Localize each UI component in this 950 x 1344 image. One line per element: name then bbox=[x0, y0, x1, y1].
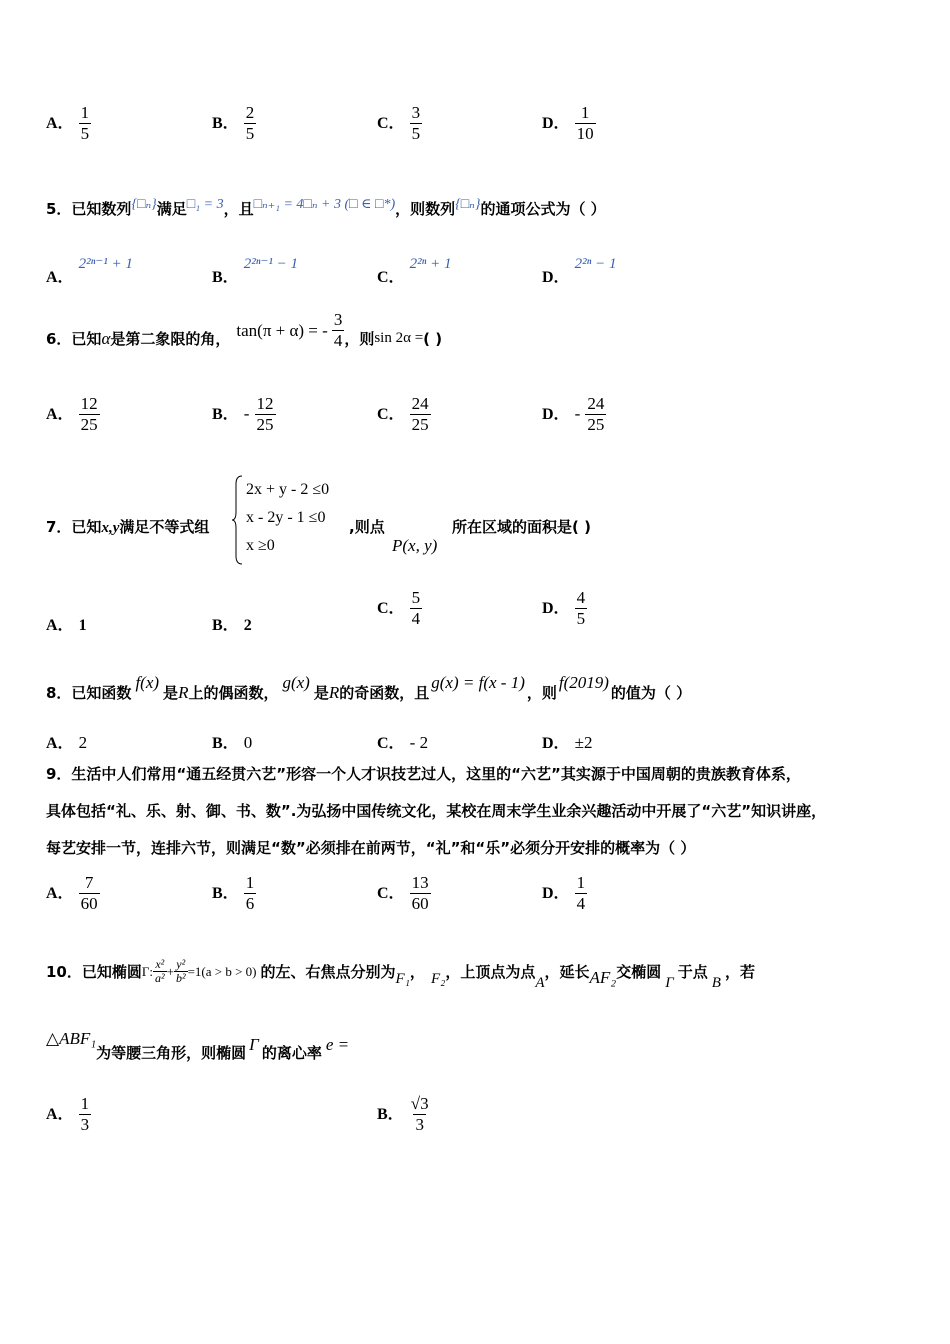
q7-stem-start: 7．已知x,y满足不等式组 bbox=[46, 518, 210, 536]
q7-stem-mid: ,则点 bbox=[349, 518, 385, 536]
option-label: B． bbox=[212, 406, 239, 423]
q7-option-b[interactable] bbox=[212, 612, 252, 635]
option-label: C． bbox=[377, 269, 405, 286]
recurrence: □ₙ₊₁ = 4□ₙ + 3 (□ ∈ □*) bbox=[253, 197, 396, 212]
q5-option-a[interactable] bbox=[46, 250, 133, 286]
option-value: ±2 bbox=[574, 733, 593, 752]
q4-option-d[interactable] bbox=[542, 103, 596, 144]
option-label: A． bbox=[46, 617, 74, 634]
option-label: C． bbox=[377, 735, 405, 752]
q7-option-d[interactable] bbox=[542, 588, 587, 629]
option-label: C． bbox=[377, 406, 405, 423]
fraction: $\frac{1}{10}$ bbox=[576, 103, 594, 143]
fraction: $\frac{12}{25}$ bbox=[80, 394, 98, 434]
option-label: B． bbox=[212, 115, 239, 132]
fraction: $\frac{7}{60}$ bbox=[80, 873, 98, 913]
option-label: C． bbox=[377, 600, 405, 617]
q6-option-b[interactable]: B． - $\frac{12}{25}$ bbox=[212, 394, 274, 434]
set-r: R bbox=[178, 683, 189, 702]
option-label: B． bbox=[212, 735, 239, 752]
relation: g(x) = f(x - 1) bbox=[431, 673, 525, 692]
q5-option-d[interactable] bbox=[542, 250, 617, 286]
fraction: $\frac{24}{25}$ bbox=[587, 394, 605, 434]
option-label: D． bbox=[542, 600, 570, 617]
option-expression: 2²ⁿ⁻¹ − 1 bbox=[243, 256, 299, 272]
option-label: B． bbox=[212, 269, 239, 286]
q6-option-d[interactable]: D． - $\frac{24}{25}$ bbox=[542, 394, 605, 434]
option-label: A． bbox=[46, 269, 74, 286]
option-label: A． bbox=[46, 1106, 74, 1123]
gamma-symbol: Γ bbox=[249, 1034, 259, 1054]
fraction: $\frac{5}{4}$ bbox=[411, 588, 421, 628]
q4-option-a[interactable] bbox=[46, 103, 91, 144]
xy-variables: x,y bbox=[101, 520, 120, 536]
option-value: 1 bbox=[78, 617, 87, 634]
option-value: 2 bbox=[78, 733, 88, 752]
brace-icon bbox=[232, 474, 244, 566]
inequality-3: x ≥0 bbox=[246, 537, 275, 554]
q4-option-c[interactable] bbox=[377, 103, 422, 144]
q9-option-d[interactable] bbox=[542, 873, 587, 914]
option-label: D． bbox=[542, 885, 570, 902]
point-p: P(x, y) bbox=[392, 536, 438, 555]
q8-option-d[interactable] bbox=[542, 730, 593, 753]
option-label: A． bbox=[46, 115, 74, 132]
alpha-symbol: α bbox=[101, 328, 111, 348]
q7-option-c[interactable] bbox=[377, 588, 422, 629]
option-value: 0 bbox=[243, 733, 253, 752]
q9-line-3: 每艺安排一节，连排六节，则满足“数”必须排在前两节，“礼”和“乐”必须分开安排的概率为（ ） bbox=[46, 839, 696, 857]
fraction: $\frac{3}{5}$ bbox=[411, 103, 421, 143]
q8-option-c[interactable] bbox=[377, 730, 428, 753]
gamma-label: Γ: bbox=[141, 963, 154, 979]
q8-option-b[interactable] bbox=[212, 730, 252, 753]
fraction: $\frac{1}{3}$ bbox=[80, 1094, 90, 1134]
inequality-1: 2x + y - 2 ≤0 bbox=[246, 481, 330, 498]
option-label: B． bbox=[377, 1106, 404, 1123]
sequence-symbol: {□ₙ} bbox=[131, 197, 157, 212]
q5-stem: 5．已知数列{□ₙ}满足□₁ = 3，且□ₙ₊₁ = 4□ₙ + 3 (□ ∈ □*)，则数列{□ₙ}的通项公式为（ ） bbox=[46, 197, 606, 218]
option-label: D． bbox=[542, 269, 570, 286]
q6-stem: 6．已知 α 是第二象限的角， tan(π + α) = - $\frac{3}{4}$ ，则 sin 2α = ( ) bbox=[46, 310, 443, 350]
q9-line-1: 9．生活中人们常用“通五经贯六艺”形容一个人才识技艺过人，这里的“六艺”其实源于中国周朝的贵族教育体系， bbox=[46, 765, 801, 783]
ellipse-equation: =1(a > b > 0) bbox=[187, 963, 257, 979]
q9-option-b[interactable] bbox=[212, 873, 256, 914]
fraction: $\frac{4}{5}$ bbox=[576, 588, 586, 628]
q8-option-a[interactable] bbox=[46, 730, 87, 753]
segment-af2: AF₂ bbox=[589, 967, 617, 987]
fraction-x: $\frac{\text{x²}}{\text{a²}}$ bbox=[155, 957, 165, 985]
option-label: B． bbox=[212, 617, 239, 634]
option-value: 2 bbox=[243, 617, 252, 634]
option-label: A． bbox=[46, 406, 74, 423]
inequality-2: x - 2y - 1 ≤0 bbox=[246, 509, 326, 526]
q9-option-c[interactable] bbox=[377, 873, 431, 914]
q10-stem-line2: △ABF₁ 为等腰三角形，则椭圆 Γ 的离心率 e = bbox=[46, 1028, 350, 1062]
sin-expression: sin 2α = bbox=[374, 330, 424, 346]
sequence-symbol: {□ₙ} bbox=[455, 197, 481, 212]
q6-option-a[interactable] bbox=[46, 394, 100, 435]
option-label: A． bbox=[46, 735, 74, 752]
f-2019: f(2019) bbox=[558, 673, 609, 692]
q10-stem-line1: 10．已知椭圆 Γ: $\frac{\text{x²}}{\text{a²}}$ + $\frac{\text{y²}}{\text{b²}}$ =1(a > b > 0) 的左、右焦点分别为 F₁ ， F₂ ，上顶点为点 A ，延长 AF₂ 交椭圆 Γ 于点 B ，若 bbox=[46, 957, 755, 991]
option-label: D． bbox=[542, 115, 570, 132]
fraction: $\frac{√3}{3}$ bbox=[410, 1094, 429, 1134]
tan-expression: tan(π + α) = - bbox=[236, 320, 328, 340]
q9-line-2: 具体包括“礼、乐、射、御、书、数”.为弘扬中国传统文化，某校在周末学生业余兴趣活动中开展了“六艺”知识讲座， bbox=[46, 802, 827, 820]
option-label: D． bbox=[542, 735, 570, 752]
q4-option-b[interactable] bbox=[212, 103, 256, 144]
option-value: - 2 bbox=[409, 733, 429, 752]
g-of-x: g(x) bbox=[282, 673, 310, 692]
initial-term: □₁ = 3 bbox=[186, 197, 224, 212]
fraction: $\frac{3}{4}$ bbox=[333, 310, 343, 350]
set-r: R bbox=[328, 683, 340, 702]
q7-option-a[interactable] bbox=[46, 612, 87, 635]
fraction: $\frac{2}{5}$ bbox=[245, 103, 255, 143]
inequality-brace bbox=[232, 474, 244, 570]
option-label: A． bbox=[46, 885, 74, 902]
focus-f2: F₂ bbox=[430, 971, 446, 987]
q9-stem bbox=[46, 756, 826, 867]
option-label: C． bbox=[377, 885, 405, 902]
option-label: D． bbox=[542, 406, 570, 423]
f-of-x: f(x) bbox=[135, 673, 160, 692]
fraction: $\frac{13}{60}$ bbox=[411, 873, 429, 913]
option-expression: 2²ⁿ − 1 bbox=[574, 256, 617, 272]
fraction: $\frac{1}{6}$ bbox=[245, 873, 255, 913]
option-expression: 2²ⁿ + 1 bbox=[409, 256, 452, 272]
fraction: $\frac{24}{25}$ bbox=[411, 394, 429, 434]
option-label: C． bbox=[377, 115, 405, 132]
q7-stem-end: 所在区域的面积是( ) bbox=[452, 518, 591, 536]
q6-option-c[interactable] bbox=[377, 394, 431, 435]
option-expression: 2²ⁿ⁻¹ + 1 bbox=[78, 256, 133, 272]
q5-option-c[interactable] bbox=[377, 250, 452, 286]
option-label: B． bbox=[212, 885, 239, 902]
gamma-symbol: Γ bbox=[665, 975, 674, 991]
fraction: $\frac{1}{4}$ bbox=[576, 873, 586, 913]
fraction-y: $\frac{\text{y²}}{\text{b²}}$ bbox=[175, 957, 186, 985]
eccentricity: e = bbox=[325, 1034, 350, 1054]
fraction: $\frac{1}{5}$ bbox=[80, 103, 90, 143]
q10-option-a[interactable] bbox=[46, 1094, 91, 1135]
fraction: $\frac{12}{25}$ bbox=[256, 394, 274, 434]
point-a: A bbox=[535, 975, 545, 991]
inequality-system bbox=[246, 476, 329, 560]
point-b: B bbox=[711, 975, 721, 991]
q5-option-b[interactable] bbox=[212, 250, 299, 286]
q10-option-b[interactable] bbox=[377, 1094, 431, 1135]
focus-f1: F₁ bbox=[395, 971, 410, 987]
q8-stem: 8．已知函数f(x)是R上的偶函数，g(x)是R的奇函数，且g(x) = f(x - 1)，则f(2019)的值为（ ） bbox=[46, 673, 692, 702]
triangle-abf1: △ABF₁ bbox=[46, 1028, 97, 1048]
q9-option-a[interactable] bbox=[46, 873, 100, 914]
